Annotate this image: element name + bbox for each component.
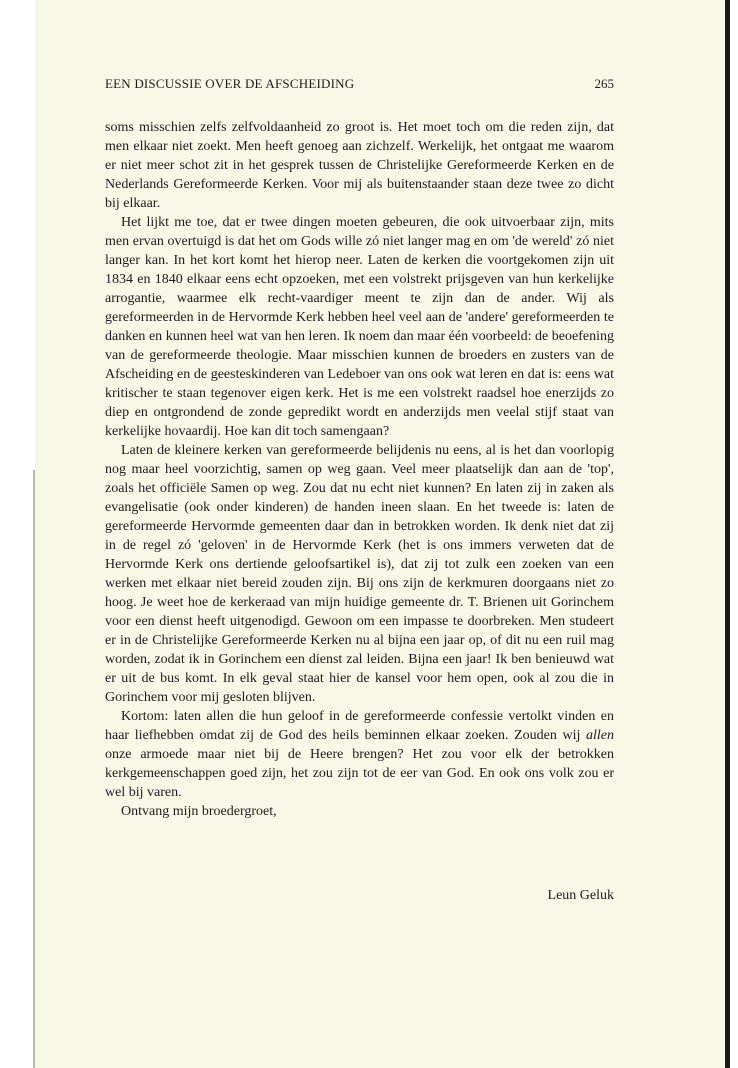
paragraph-two-things: Het lijkt me toe, dat er twee dingen moeten gebeuren, die ook uitvoerbaar zijn, mits men ervan overtuigd is dat het om Gods wille zó niet langer mag en om 'de wereld' zó niet langer kan. In het kort komt het hierop neer. Laten de kerken die voortgekomen zijn uit 1834 en 1840 elkaar eens echt opzoeken, met een volstrekt prijsgeven van hun kerkelijke arrogantie, waarmee elk recht-vaardiger meent te zijn dan de ander. Wij als gereformeerden in de Hervormde Kerk hebben heel veel aan de 'andere' gereformeerden te danken en kunnen heel wat van hen leren. Ik noem dan maar één voorbeeld: de beoefening van de gereformeerde theologie. Maar misschien kunnen de broeders en zusters van de Afscheiding en de geesteskinderen van Ledeboer van ons ook wat leren en dat is: eens wat kritischer te staan tegenover eigen kerk. Het is me een volstrekt raadsel hoe enerzijds zo diep en ontgrondend de zonde gepredikt wordt en anderzijds men veelal stijf staat van kerkelijke hovaardij. Hoe kan dit toch samengaan? — [105, 215, 614, 439]
page-right-edge — [725, 0, 730, 1068]
conclusion-text-before: Kortom: laten allen die hun geloof in de gereformeerde confessie vertolkt vinden en haar liefhebben omdat zij de God des heils beminnen elkaar zoeken. Zouden wij — [105, 709, 614, 743]
page-number: 265 — [594, 76, 614, 91]
paragraph-continuation: soms misschien zelfs zelfvoldaanheid zo groot is. Het moet toch om die reden zijn, dat men elkaar niet zoekt. Men heeft genoeg aan zichzelf. Werkelijk, het ontgaat me waarom er niet meer schot zit in het gesprek tussen de Christelijke Gereformeerde Kerken en de Nederlands Gereformeerde Kerken. Voor mij als buitenstaander staan deze twee zo dicht bij elkaar. — [105, 120, 614, 211]
paragraph-conclusion — [105, 707, 614, 802]
paragraph-closing: Ontvang mijn broedergroet, — [121, 804, 277, 819]
running-title: EEN DISCUSSIE OVER DE AFSCHEIDING — [105, 76, 355, 91]
running-header — [105, 76, 614, 96]
page-left-edge — [33, 470, 35, 1068]
body-text — [105, 118, 614, 821]
signature: Leun Geluk — [547, 888, 614, 903]
conclusion-text-after: onze armoede maar niet bij de Heere brengen? Het zou voor elk der betrokken kerkgemeenschappen goed zijn, het zou zijn tot de eer van God. En ook ons volk zou er wel bij varen. — [105, 747, 614, 800]
emphasis-allen: allen — [586, 728, 614, 743]
paragraph-smaller-churches: Laten de kleinere kerken van gereformeerde belijdenis nu eens, al is het dan voorlopig nog maar heel voorzichtig, samen op weg gaan. Veel meer plaatselijk dan aan de 'top', zoals het officiële Samen op weg. Zou dat nu echt niet kunnen? En laten zij in zaken als evangelisatie (ook onder kinderen) de handen ineen slaan. En het tweede is: laten de gereformeerde Hervormde gemeenten daar dan in betrokken worden. Ik denk niet dat zij in de regel zó 'geloven' in de Hervormde Kerk (het is ons immers verweten dat de Hervormde Kerk ons dertiende geloofsartikel is), dat zij tot zulk een zoeken van een werken met elkaar niet bereid zouden zijn. Bij ons zijn de kerkmuren doorgaans niet zo hoog. Je weet hoe de kerkeraad van mijn huidige gemeente dr. T. Brienen uit Gorinchem voor een dienst heeft uitgenodigd. Gewoon om een impasse te doorbreken. Men studeert er in de Christelijke Gereformeerde Kerken nu al bijna een jaar op, of dit nu een ruil mag worden, zodat ik in Gorinchem een dienst zal leiden. Bijna een jaar! Ik ben benieuwd wat er uit de bus komt. In elk geval staat hier de kansel voor hem open, ook al zou die in Gorinchem voor mij gesloten blijven. — [105, 443, 614, 705]
